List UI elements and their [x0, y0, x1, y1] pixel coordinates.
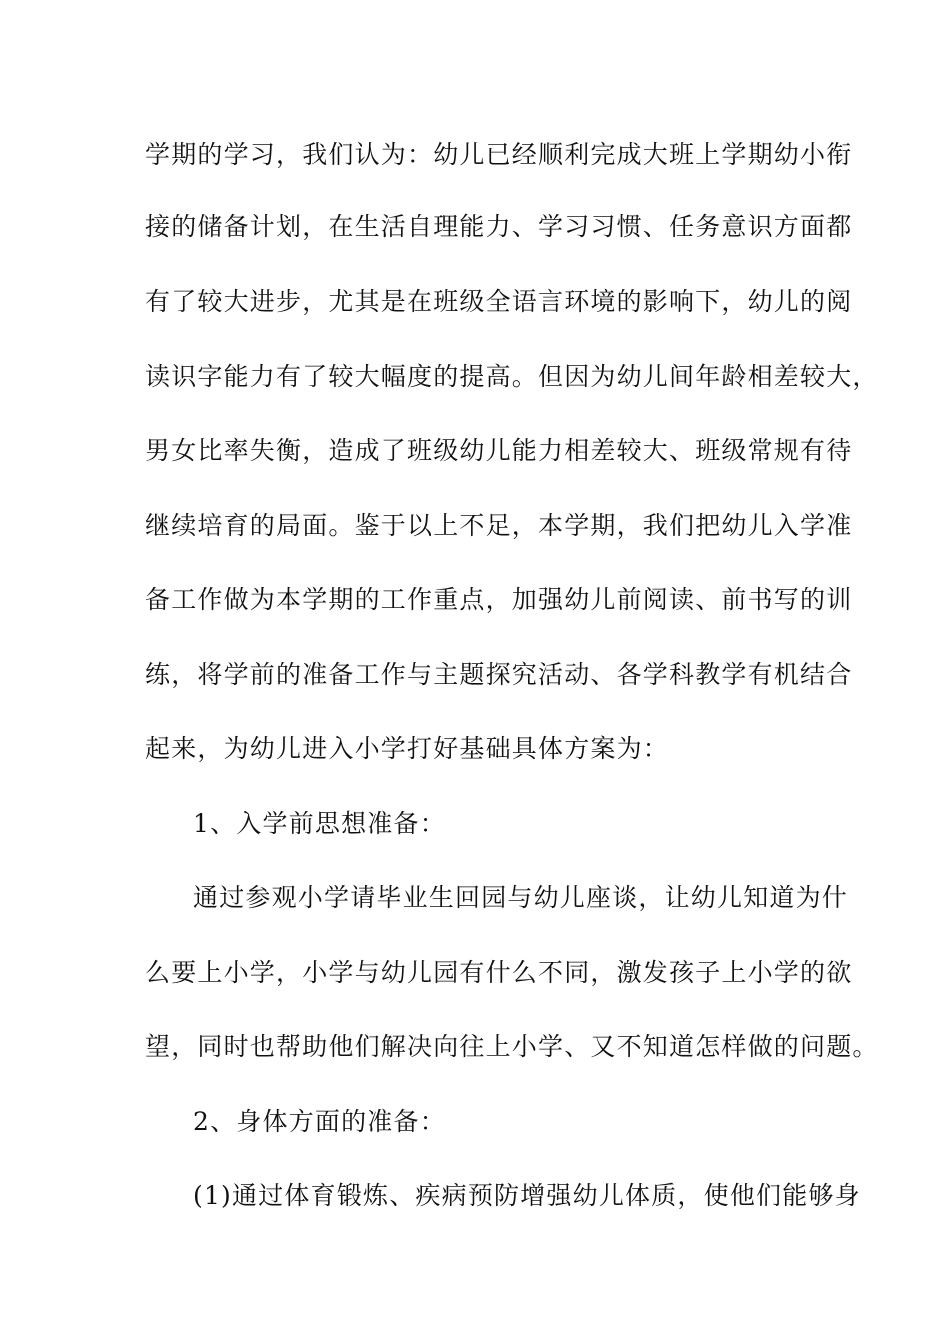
text-line: 么要上小学，小学与幼儿园有什么不同，激发孩子上小学的欲: [145, 958, 853, 987]
text-line: 望，同时也帮助他们解决向往上小学、又不知道怎样做的问题。: [145, 1032, 879, 1061]
text-line: 有了较大进步，尤其是在班级全语言环境的影响下，幼儿的阅: [145, 287, 853, 316]
text-line: (1)通过体育锻炼、疾病预防增强幼儿体质，使他们能够身: [193, 1181, 861, 1210]
text-line: 学期的学习，我们认为：幼儿已经顺利完成大班上学期幼小衔: [145, 140, 853, 169]
text-line: 男女比率失衡，造成了班级幼儿能力相差较大、班级常规有待: [145, 436, 853, 465]
text-line: 练，将学前的准备工作与主题探究活动、各学科教学有机结合: [145, 660, 853, 689]
section-heading: 2、身体方面的准备：: [193, 1107, 446, 1136]
text-line: 读识字能力有了较大幅度的提高。但因为幼儿间年龄相差较大，: [145, 362, 879, 391]
text-line: 备工作做为本学期的工作重点，加强幼儿前阅读、前书写的训: [145, 585, 853, 614]
text-line: 接的储备计划，在生活自理能力、学习习惯、任务意识方面都: [145, 212, 853, 241]
section-heading: 1、入学前思想准备：: [193, 809, 446, 838]
text-line: 起来，为幼儿进入小学打好基础具体方案为：: [145, 734, 670, 763]
text-line: 通过参观小学请毕业生回园与幼儿座谈，让幼儿知道为什: [193, 883, 849, 912]
text-line: 继续培育的局面。鉴于以上不足，本学期，我们把幼儿入学准: [145, 511, 853, 540]
